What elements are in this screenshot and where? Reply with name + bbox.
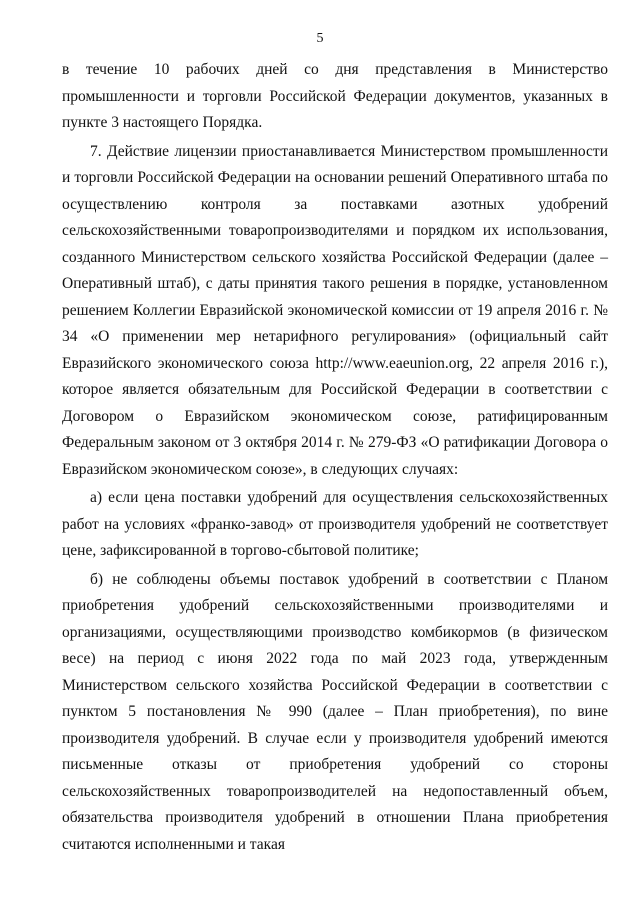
page-number: 5 (316, 31, 324, 46)
paragraph-subclause-a: а) если цена поставки удобрений для осуществления сельскохозяйственных работ на условиях «франко-завод» от производителя удобрений не соответствует цене, зафиксированной в торгово-сбытовой политике; (62, 489, 608, 559)
paragraph-subclause-b: б) не соблюдены объемы поставок удобрений в соответствии с Планом приобретения удобрений сельскохозяйственными производителями и организациями, осуществляющими производство комбикормов (в физическом весе) на период с июня 2022 года по май 2023 года, утвержденным Министерством сельского хозяйства Российской Федерации в соответствии с пунктом 5 постановления № 990 (далее – План приобретения), по вине производителя удобрений. В случае если у производителя удобрений имеются письменные отказы от приобретения удобрений со стороны сельскохозяйственных товаропроизводителей на недопоставленный объем, обязательства производителя удобрений в отношении Плана приобретения считаются исполненными и такая (62, 570, 608, 853)
paragraph-clause-7: 7. Действие лицензии приостанавливается Министерством промышленности и торговли Российской Федерации на основании решений Оперативного штаба по осуществлению контроля за поставками азотных удобрений сельскохозяйственными товаропроизводителями и порядком их использования, созданного Министерством сельского хозяйства Российской Федерации (далее – Оперативный штаб), с даты принятия такого решения в порядке, установленном решением Коллегии Евразийской экономической комиссии от 19 апреля 2016 г. № 34 «О применении мер нетарифного регулирования» (официальный сайт Евразийского экономического союза http://www.eaeunion.org, 22 апреля 2016 г.), которое является обязательным для Российской Федерации в соответствии с Договором о Евразийском экономическом союзе, ратифицированным Федеральным законом от 3 октября 2014 г. № 279-ФЗ «О ратификации Договора о Евразийском экономическом союзе», в следующих случаях: (62, 142, 608, 478)
document-body (62, 57, 608, 858)
paragraph-continuation: в течение 10 рабочих дней со дня представления в Министерство промышленности и торговли Российской Федерации документов, указанных в пункте 3 настоящего Порядка. (62, 61, 608, 131)
